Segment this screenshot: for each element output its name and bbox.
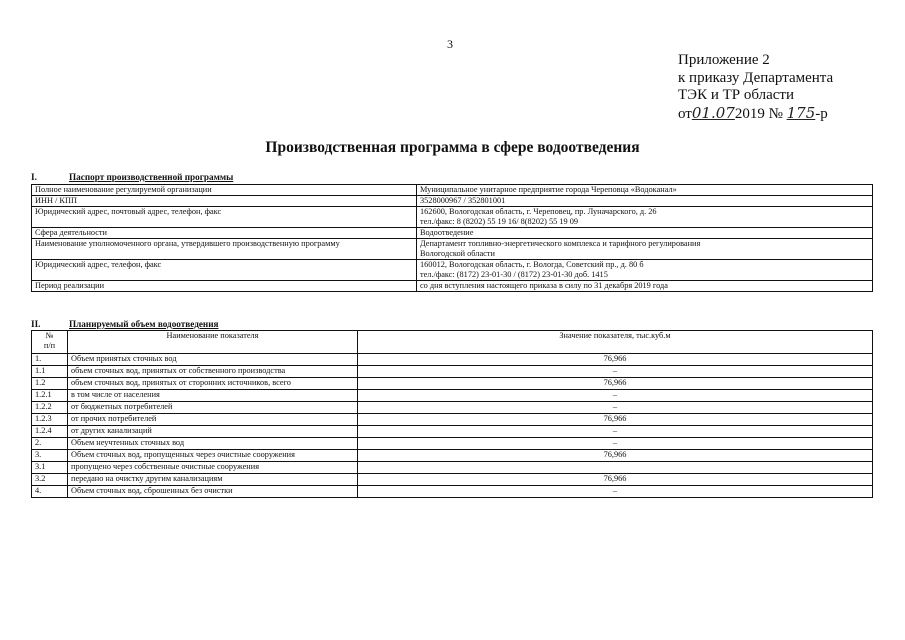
row-value: 76,966 bbox=[358, 414, 873, 426]
order-suffix: -р bbox=[815, 105, 828, 122]
section1-number: I. bbox=[31, 172, 37, 182]
row-name: от бюджетных потребителей bbox=[68, 402, 358, 414]
passport-value-line2: Вологодской области bbox=[420, 249, 495, 258]
row-number: 1. bbox=[32, 354, 68, 366]
col-name-header: Наименование показателя bbox=[68, 331, 358, 354]
row-name: в том числе от населения bbox=[68, 390, 358, 402]
row-number: 3. bbox=[32, 450, 68, 462]
section2-title: Планируемый объем водоотведения bbox=[69, 319, 219, 329]
table-row bbox=[32, 462, 873, 474]
appendix-block bbox=[678, 52, 833, 123]
row-name: от прочих потребителей bbox=[68, 414, 358, 426]
passport-value-line: 162600, Вологодская область, г. Череповец, пр. Луначарского, д. 26 bbox=[420, 207, 657, 216]
page-number: 3 bbox=[447, 37, 453, 51]
table-row bbox=[32, 390, 873, 402]
row-value: 76,966 bbox=[358, 450, 873, 462]
passport-value-line: 3528000967 / 352801001 bbox=[420, 196, 506, 205]
row-number: 3.2 bbox=[32, 474, 68, 486]
passport-table bbox=[31, 184, 873, 292]
row-number: 1.2.2 bbox=[32, 402, 68, 414]
table-row bbox=[32, 281, 873, 292]
table-row bbox=[32, 474, 873, 486]
row-value: 76,966 bbox=[358, 378, 873, 390]
passport-value bbox=[417, 196, 873, 207]
section1-heading bbox=[31, 172, 233, 182]
table-header-row bbox=[32, 331, 873, 354]
passport-value-line: Департамент топливно-энергетического комплекса и тарифного регулирования bbox=[420, 239, 701, 248]
row-value: – bbox=[358, 402, 873, 414]
row-number: 1.2.4 bbox=[32, 426, 68, 438]
table-row bbox=[32, 402, 873, 414]
section2-number: II. bbox=[31, 319, 41, 329]
passport-label: Сфера деятельности bbox=[32, 228, 417, 239]
table-row bbox=[32, 185, 873, 196]
row-number: 3.1 bbox=[32, 462, 68, 474]
passport-value-line: Водоотведение bbox=[420, 228, 474, 237]
table-row bbox=[32, 239, 873, 260]
row-number: 1.1 bbox=[32, 366, 68, 378]
appendix-line1: Приложение 2 bbox=[678, 52, 770, 68]
row-number: 4. bbox=[32, 486, 68, 498]
passport-value bbox=[417, 185, 873, 196]
row-name: объем сточных вод, принятых от собственного производства bbox=[68, 366, 358, 378]
row-value: 76,966 bbox=[358, 474, 873, 486]
table-row bbox=[32, 414, 873, 426]
table-row bbox=[32, 366, 873, 378]
passport-value bbox=[417, 239, 873, 260]
table-row bbox=[32, 260, 873, 281]
handwritten-order-number: 175 bbox=[786, 103, 816, 122]
passport-label: Юридический адрес, телефон, факс bbox=[32, 260, 417, 281]
table-row bbox=[32, 486, 873, 498]
row-name: объем сточных вод, принятых от сторонних источников, всего bbox=[68, 378, 358, 390]
row-name: Объем неучтенных сточных вод bbox=[68, 438, 358, 450]
section2-heading bbox=[31, 319, 218, 329]
passport-label: Наименование уполномоченного органа, утвердившего производственную программу bbox=[32, 239, 417, 260]
volume-table bbox=[31, 330, 873, 498]
passport-label: Полное наименование регулируемой организации bbox=[32, 185, 417, 196]
table-row bbox=[32, 354, 873, 366]
row-number: 1.2 bbox=[32, 378, 68, 390]
passport-value bbox=[417, 260, 873, 281]
passport-label: Юридический адрес, почтовый адрес, телефон, факс bbox=[32, 207, 417, 228]
row-number: 1.2.1 bbox=[32, 390, 68, 402]
document-title: Производственная программа в сфере водоотведения bbox=[265, 139, 640, 156]
row-name: пропущено через собственные очистные сооружения bbox=[68, 462, 358, 474]
passport-value bbox=[417, 281, 873, 292]
passport-value bbox=[417, 228, 873, 239]
handwritten-date: 01.07 bbox=[691, 103, 735, 122]
passport-value-line2: тел./факс: 8 (8202) 55 19 16/ 8(8202) 55 19 09 bbox=[420, 217, 578, 226]
row-value: – bbox=[358, 486, 873, 498]
row-value: – bbox=[358, 390, 873, 402]
table-row bbox=[32, 228, 873, 239]
col-num-header: № п/п bbox=[32, 331, 68, 354]
table-row bbox=[32, 207, 873, 228]
table-row bbox=[32, 438, 873, 450]
table-row bbox=[32, 426, 873, 438]
row-name: Объем сточных вод, пропущенных через очистные сооружения bbox=[68, 450, 358, 462]
passport-label: ИНН / КПП bbox=[32, 196, 417, 207]
passport-value-line: 160012, Вологодская область, г. Вологда, Советский пр., д. 80 б bbox=[420, 260, 644, 269]
row-name: от других канализаций bbox=[68, 426, 358, 438]
appendix-line2: к приказу Департамента bbox=[678, 69, 834, 86]
table-row bbox=[32, 196, 873, 207]
passport-value-line: со дня вступления настоящего приказа в силу по 31 декабря 2019 года bbox=[420, 281, 668, 290]
table-row bbox=[32, 450, 873, 462]
row-value: – bbox=[358, 366, 873, 378]
row-value bbox=[358, 462, 873, 474]
date-prefix: от bbox=[678, 105, 692, 122]
appendix-date-line bbox=[678, 105, 833, 124]
row-value: – bbox=[358, 426, 873, 438]
row-name: Объем сточных вод, сброшенных без очистки bbox=[68, 486, 358, 498]
row-name: передано на очистку другим канализациям bbox=[68, 474, 358, 486]
table-row bbox=[32, 378, 873, 390]
col-value-header: Значение показателя, тыс.куб.м bbox=[358, 331, 873, 354]
passport-value bbox=[417, 207, 873, 228]
row-number: 2. bbox=[32, 438, 68, 450]
row-value: – bbox=[358, 438, 873, 450]
row-value: 76,966 bbox=[358, 354, 873, 366]
section1-title: Паспорт производственной программы bbox=[69, 172, 234, 182]
date-year: 2019 № bbox=[734, 105, 783, 122]
row-number: 1.2.3 bbox=[32, 414, 68, 426]
row-name: Объем принятых сточных вод bbox=[68, 354, 358, 366]
passport-label: Период реализации bbox=[32, 281, 417, 292]
passport-value-line: Муниципальное унитарное предприятие города Череповца «Водоканал» bbox=[420, 185, 677, 194]
passport-value-line2: тел./факс: (8172) 23-01-30 / (8172) 23-01-30 доб. 1415 bbox=[420, 270, 608, 279]
appendix-line3: ТЭК и ТР области bbox=[678, 87, 794, 103]
